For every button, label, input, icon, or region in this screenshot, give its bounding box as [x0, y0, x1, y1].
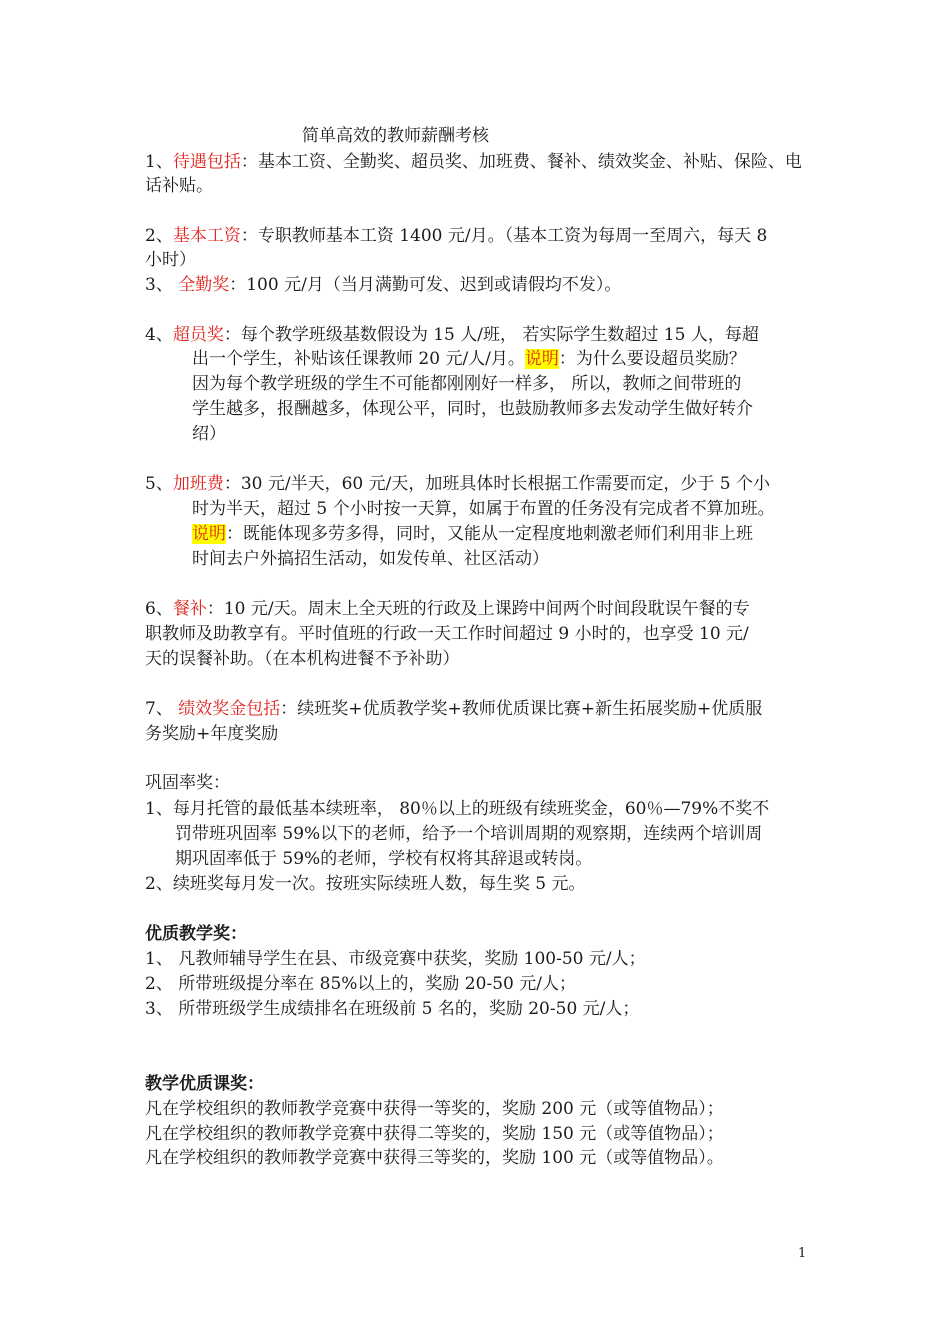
item-text: 职教师及助教享有。平时值班的行政一天工作时间超过 9 小时的，也享受 10 元/: [145, 624, 749, 644]
item-number: 2、: [145, 226, 173, 246]
section-heading: 巩固率奖：: [145, 773, 230, 793]
note-label: 说明: [192, 524, 226, 544]
item-number: 3、: [145, 275, 179, 295]
list-item: 凡在学校组织的教师教学竞赛中获得二等奖的，奖励 150 元（或等值物品）；: [145, 1124, 724, 1144]
item-number: 5、: [145, 474, 173, 494]
note-label: 说明: [524, 349, 559, 369]
list-item: 1、 凡教师辅导学生在县、市级竞赛中获奖，奖励 100-50 元/人；: [145, 949, 646, 969]
item-text: 时间去户外搞招生活动，如发传单、社区活动）: [192, 549, 549, 569]
item-text: 出一个学生，补贴该任课教师 20 元/人/月。: [192, 349, 525, 369]
list-item: 2、续班奖每月发一次。按班实际续班人数，每生奖 5 元。: [145, 874, 586, 894]
item-keyword: 基本工资: [172, 226, 241, 246]
list-item: 凡在学校组织的教师教学竞赛中获得一等奖的，奖励 200 元（或等值物品）；: [145, 1099, 724, 1119]
section-heading: 教学优质课奖：: [145, 1074, 264, 1094]
item-keyword: 待遇包括: [172, 152, 241, 172]
item-text: ：为什么要设超员奖励？: [558, 349, 746, 369]
list-item: 1、每月托管的最低基本续班率， 80％以上的班级有续班奖金，60％—79%不奖不: [145, 799, 770, 819]
section-heading: 优质教学奖：: [145, 924, 247, 944]
item-text: ：100 元/月（当月满勤可发、迟到或请假均不发）。: [229, 275, 622, 295]
item-number: 6、: [145, 599, 173, 619]
item-text: 务奖励+年度奖励: [145, 724, 279, 744]
item-text: ：专职教师基本工资 1400 元/月。（基本工资为每周一至周六，每天 8: [240, 226, 768, 246]
item-keyword: 加班费: [172, 474, 224, 494]
item-keyword: 绩效奖金包括: [178, 699, 281, 719]
item-keyword: 餐补: [172, 599, 207, 619]
item-keyword: 超员奖: [172, 325, 224, 345]
item-text: 因为每个教学班级的学生不可能都刚刚好一样多， 所以，教师之间带班的: [192, 374, 742, 394]
item-text: ：续班奖+优质教学奖+教师优质课比赛+新生拓展奖励+优质服: [280, 699, 763, 719]
item-keyword: 全勤奖: [178, 275, 230, 295]
item-number: 4、: [145, 325, 173, 345]
item-number: 1、: [145, 152, 173, 172]
page-title: 简单高效的教师薪酬考核: [302, 126, 489, 146]
item-number: 7、: [145, 699, 179, 719]
item-text: ：10 元/天。周末上全天班的行政及上课跨中间两个时间段耽误午餐的专: [206, 599, 750, 619]
item-text: 天的误餐补助。（在本机构进餐不予补助）: [145, 649, 460, 669]
item-text: 绍）: [192, 424, 226, 444]
item-text: ：30 元/半天，60 元/天，加班具体时长根据工作需要而定，少于 5 个小: [223, 474, 770, 494]
list-item: 凡在学校组织的教师教学竞赛中获得三等奖的，奖励 100 元（或等值物品）。: [145, 1148, 724, 1168]
item-text: 小时）: [145, 250, 196, 270]
list-item: 期巩固率低于 59%的老师，学校有权将其辞退或转岗。: [175, 849, 593, 869]
page-number: 1: [798, 1246, 807, 1261]
item-text: 学生越多，报酬越多，体现公平，同时，也鼓励教师多去发动学生做好转介: [192, 399, 753, 419]
list-item: 3、 所带班级学生成绩排名在班级前 5 名的，奖励 20-50 元/人；: [145, 999, 640, 1019]
item-text: 话补贴。: [145, 176, 213, 196]
item-text: ：每个教学班级基数假设为 15 人/班， 若实际学生数超过 15 人，每超: [223, 325, 759, 345]
item-text: ：基本工资、全勤奖、超员奖、加班费、餐补、绩效奖金、补贴、保险、电: [240, 152, 802, 172]
item-text: ：既能体现多劳多得，同时，又能从一定程度地刺激老师们利用非上班: [226, 524, 753, 544]
item-text: 时为半天，超过 5 个小时按一天算，如属于布置的任务没有完成者不算加班。: [192, 499, 775, 519]
list-item: 2、 所带班级提分率在 85%以上的，奖励 20-50 元/人；: [145, 974, 576, 994]
list-item: 罚带班巩固率 59%以下的老师，给予一个培训周期的观察期，连续两个培训周: [175, 824, 763, 844]
